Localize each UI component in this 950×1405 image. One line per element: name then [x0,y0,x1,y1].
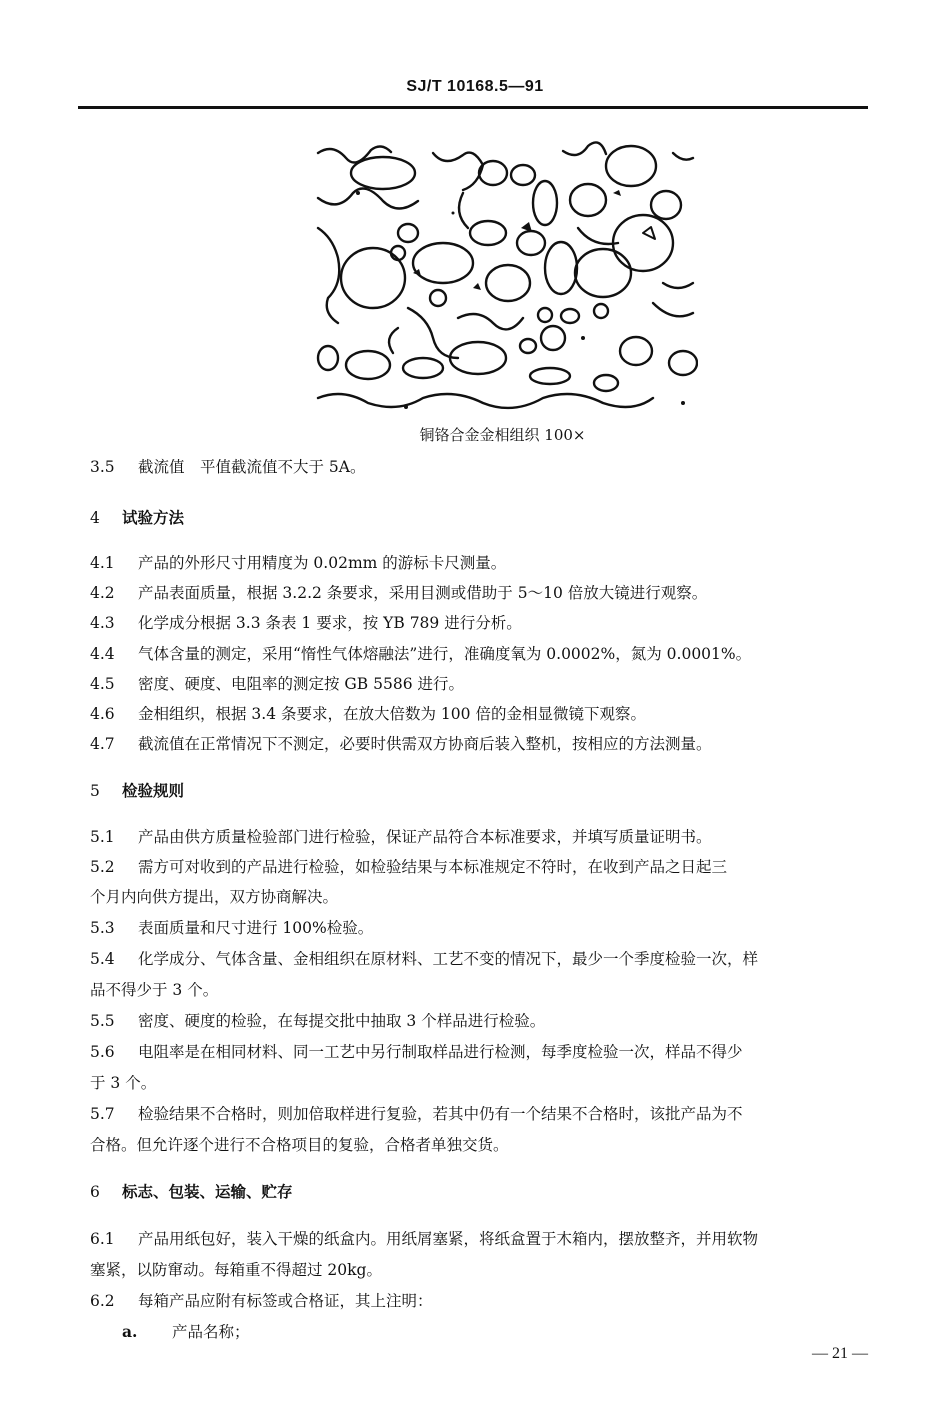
clause-text: 产品由供方质量检验部门进行检验，保证产品符合本标准要求，并填写质量证明书。 [138,828,712,846]
clause-5-4 [90,948,758,970]
clause-number: 5.6 [90,1043,115,1061]
clause-number: 5.3 [90,919,115,937]
list-item-a [122,1321,250,1343]
clause-number: 5.7 [90,1105,115,1123]
clause-number: 5.4 [90,950,115,968]
clause-number: 5.5 [90,1012,115,1030]
clause-5-5 [90,1010,545,1032]
section-title: 试验方法 [122,508,185,527]
clause-5-6-continued [90,1072,156,1094]
standard-number: SJ/T 10168.5—91 [406,78,544,95]
clause-text: 品不得少于 3 个。 [90,981,219,999]
clause-number: 4.1 [90,554,115,572]
clause-text: 塞紧，以防窜动。每箱重不得超过 20kg。 [90,1261,382,1279]
clause-text: 密度、硬度的检验，在每提交批中抽取 3 个样品进行检验。 [138,1012,546,1030]
clause-5-2 [90,856,727,878]
clause-text: 化学成分根据 3.3 条表 1 要求，按 YB 789 进行分析。 [138,614,522,632]
clause-text: 金相组织，根据 3.4 条要求，在放大倍数为 100 倍的金相显微镜下观察。 [138,705,646,723]
clause-3-5 [90,456,365,478]
section-title: 检验规则 [122,781,185,800]
clause-6-2 [90,1290,433,1312]
list-marker: a. [122,1322,138,1341]
clause-text: 每箱产品应附有标签或合格证，其上注明： [138,1292,433,1310]
page-number: — 21 — [812,1345,868,1362]
clause-text: 产品的外形尺寸用精度为 0.02mm 的游标卡尺测量。 [138,554,507,572]
clause-text: 表面质量和尺寸进行 100%检验。 [138,919,374,937]
clause-number: 6.2 [90,1292,115,1310]
micrograph-graphic [313,133,698,411]
clause-text: 截流值在正常情况下不测定，必要时供需双方协商后装入整机，按相应的方法测量。 [138,735,712,753]
clause-6-1-continued [90,1259,382,1281]
clause-text: 产品表面质量，根据 3.2.2 条要求，采用目测或借助于 5～10 倍放大镜进行观察。 [138,584,708,602]
clause-number: 5.2 [90,858,115,876]
clause-5-7 [90,1103,743,1125]
clause-text: 密度、硬度、电阻率的测定按 GB 5586 进行。 [138,675,465,693]
clause-5-4-continued [90,979,218,1001]
section-heading-5 [90,780,184,802]
clause-text: 电阻率是在相同材料、同一工艺中另行制取样品进行检测，每季度检验一次，样品不得少 [138,1043,743,1061]
clause-4-7 [90,733,712,755]
clause-5-1 [90,826,712,848]
clause-4-4 [90,643,751,665]
list-item-text: 产品名称； [172,1323,250,1341]
clause-4-6 [90,703,646,725]
clause-number: 4.6 [90,705,115,723]
clause-text: 化学成分、气体含量、金相组织在原材料、工艺不变的情况下，最少一个季度检验一次，样 [138,950,759,968]
section-heading-6 [90,1181,293,1203]
clause-number: 3.5 [90,458,115,476]
clause-4-2 [90,582,707,604]
clause-4-3 [90,612,522,634]
clause-number: 4.2 [90,584,115,602]
clause-6-1 [90,1228,758,1250]
clause-4-5 [90,673,464,695]
clause-number: 5.1 [90,828,115,846]
clause-5-7-continued [90,1134,509,1156]
clause-text: 个月内向供方提出，双方协商解决。 [90,888,339,906]
figure-caption: 铜铬合金金相组织 100× [419,426,586,444]
clause-4-1 [90,552,506,574]
clause-number: 4.3 [90,614,115,632]
clause-number: 4.7 [90,735,115,753]
clause-text: 产品用纸包好，装入干燥的纸盒内。用纸屑塞紧，将纸盒置于木箱内，摆放整齐，并用软物 [138,1230,759,1248]
clause-5-6 [90,1041,743,1063]
clause-text: 合格。但允许逐个进行不合格项目的复验，合格者单独交货。 [90,1136,509,1154]
clause-text: 检验结果不合格时，则加倍取样进行复验，若其中仍有一个结果不合格时，该批产品为不 [138,1105,743,1123]
clause-number: 4.4 [90,645,115,663]
clause-5-2-continued [90,886,338,908]
clause-text: 需方可对收到的产品进行检验，如检验结果与本标准规定不符时，在收到产品之日起三 [138,858,728,876]
clause-number: 6.1 [90,1230,115,1248]
section-number: 5 [90,782,100,800]
section-number: 6 [90,1183,100,1201]
section-heading-4 [90,507,184,529]
micrograph-image [313,133,698,411]
section-number: 4 [90,509,100,527]
clause-text: 气体含量的测定，采用“惰性气体熔融法”进行，准确度氧为 0.0002%，氮为 0.0001%。 [138,645,752,663]
header-rule [78,106,868,109]
clause-text: 于 3 个。 [90,1074,157,1092]
clause-5-3 [90,917,373,939]
section-title: 标志、包装、运输、贮存 [122,1182,293,1201]
clause-text: 截流值 平值截流值不大于 5A。 [138,458,366,476]
clause-number: 4.5 [90,675,115,693]
